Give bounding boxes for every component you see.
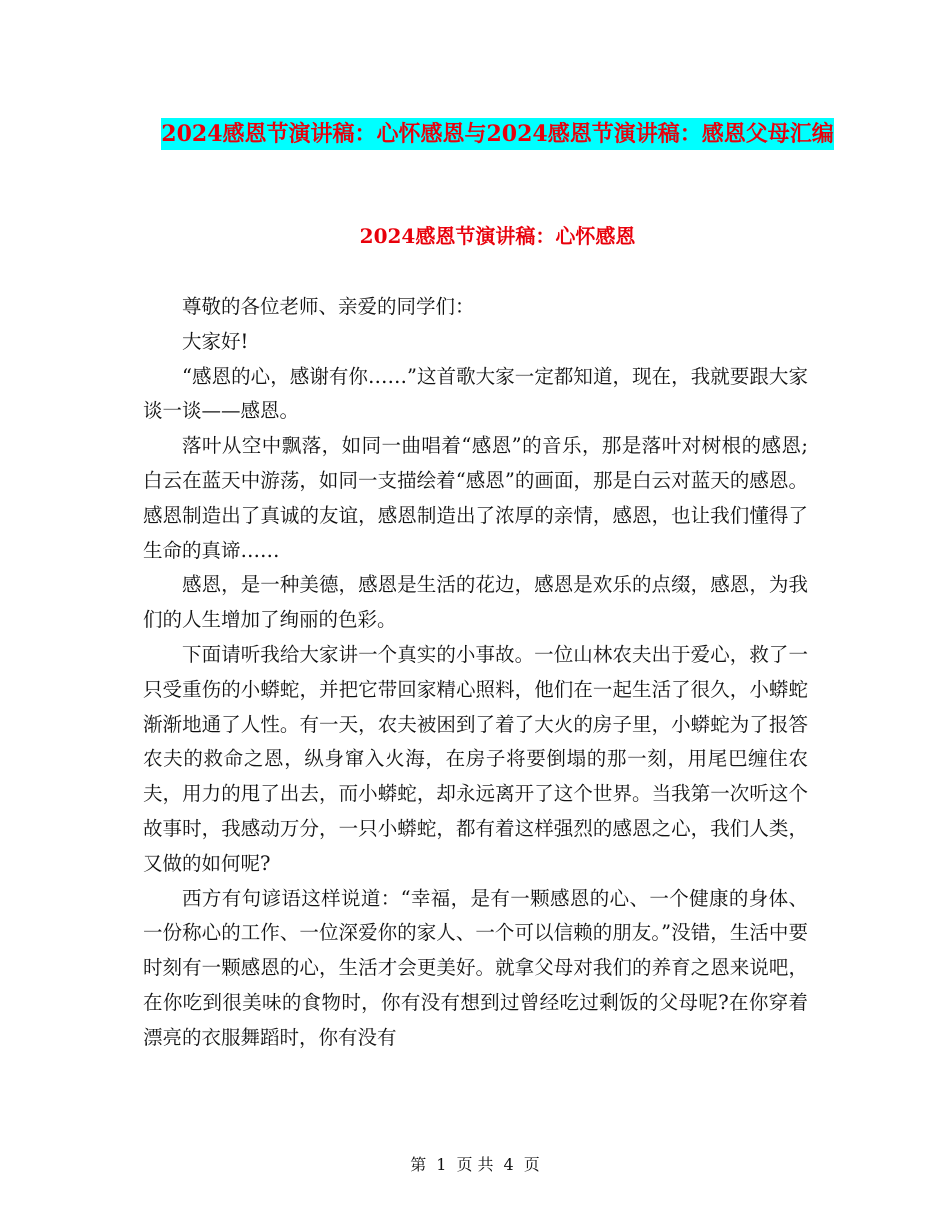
section-heading: 2024感恩节演讲稿：心怀感恩 xyxy=(359,224,636,248)
greeting: 大家好! xyxy=(182,329,249,353)
footer-prefix: 第 xyxy=(410,1155,427,1174)
footer-suffix: 页 xyxy=(523,1155,540,1174)
footer-middle: 页 共 xyxy=(456,1155,494,1174)
document-title-text: 2024感恩节演讲稿：心怀感恩与2024感恩节演讲稿：感恩父母汇编 xyxy=(161,118,833,150)
salutation: 尊敬的各位老师、亲爱的同学们： xyxy=(182,295,475,318)
paragraph: “感恩的心，感谢有你……”这首歌大家一定都知道，现在，我就要跟大家谈一谈——感恩。 xyxy=(143,364,808,423)
paragraph: 落叶从空中飘落，如同一曲唱着“感恩”的音乐，那是落叶对树根的感恩;白云在蓝天中游荡，如同一支描绘着“感恩”的画面，那是白云对蓝天的感恩。感恩制造出了真诚的友谊，感恩制造出了浓厚的亲情，感恩，也让我们懂得了生命的真谛…… xyxy=(143,434,808,562)
page-footer xyxy=(0,1154,950,1176)
total-pages-number: 4 xyxy=(503,1155,514,1174)
paragraph: 下面请听我给大家讲一个真实的小事故。一位山林农夫出于爱心，救了一只受重伤的小蟒蛇，并把它带回家精心照料，他们在一起生活了很久，小蟒蛇渐渐地通了人性。有一天，农夫被困到了着了大火的房子里，小蟒蛇为了报答农夫的救命之恩，纵身窜入火海，在房子将要倒塌的那一刻，用尾巴缠住农夫，用力的甩了出去，而小蟒蛇，却永远离开了这个世界。当我第一次听这个故事时，我感动万分，一只小蟒蛇，都有着这样强烈的感恩之心，我们人类，又做的如何呢? xyxy=(143,642,808,875)
document-body xyxy=(143,290,808,1056)
document-title xyxy=(140,112,855,156)
paragraph: 西方有句谚语这样说道：“幸福，是有一颗感恩的心、一个健康的身体、一份称心的工作、一位深爱你的家人、一个可以信赖的朋友。”没错，生活中要时刻有一颗感恩的心，生活才会更美好。就拿父母对我们的养育之恩来说吧，在你吃到很美味的食物时，你有没有想到过曾经吃过剩饭的父母呢?在你穿着漂亮的衣服舞蹈时，你有没有 xyxy=(143,886,808,1049)
current-page-number: 1 xyxy=(436,1155,447,1174)
paragraph: 感恩，是一种美德，感恩是生活的花边，感恩是欢乐的点缀，感恩，为我们的人生增加了绚丽的色彩。 xyxy=(143,573,808,632)
